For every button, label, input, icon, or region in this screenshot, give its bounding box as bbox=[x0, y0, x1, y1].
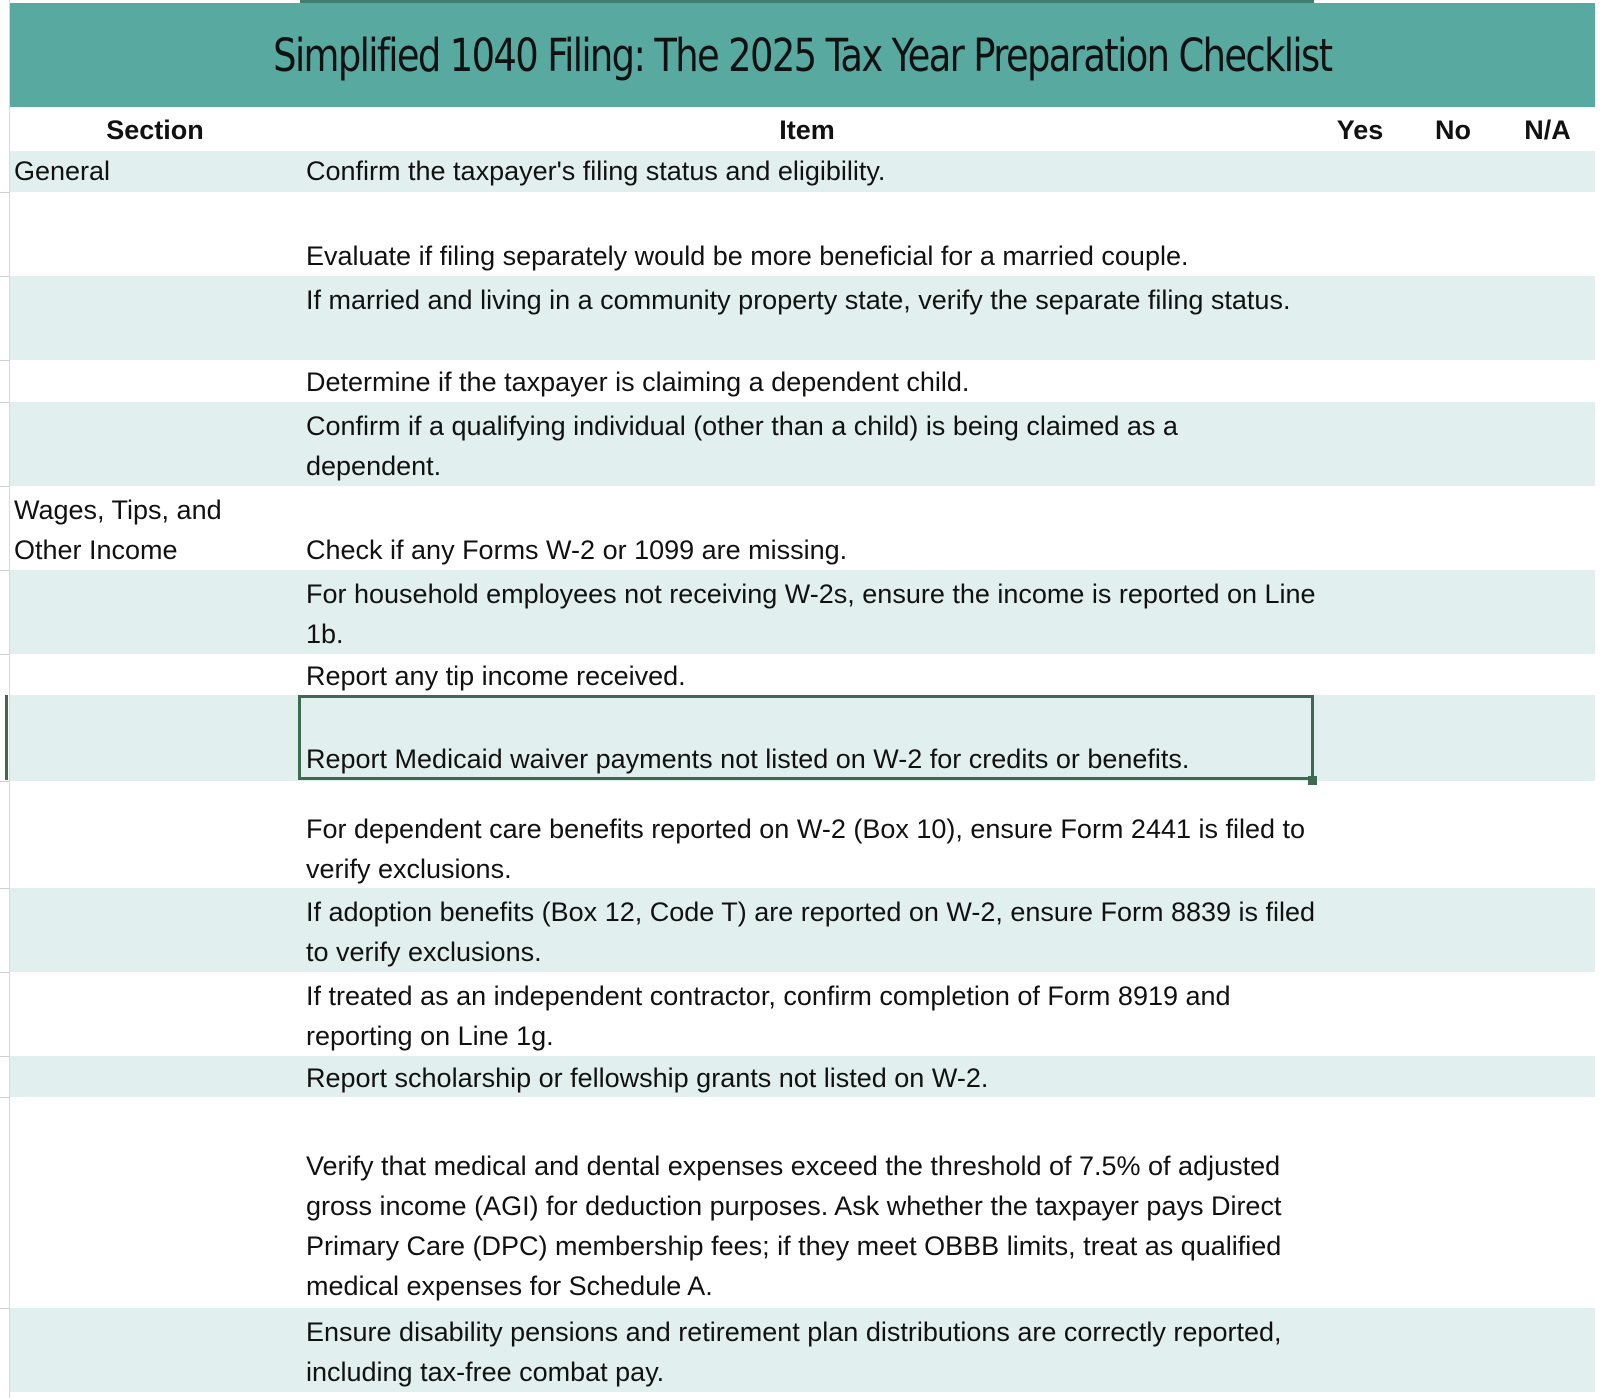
table-row[interactable] bbox=[10, 888, 1595, 972]
table-row[interactable] bbox=[10, 1097, 1595, 1308]
table-row[interactable] bbox=[10, 570, 1595, 654]
table-row[interactable] bbox=[10, 972, 1595, 1056]
item-cell[interactable]: If adoption benefits (Box 12, Code T) are reported on W-2, ensure Form 8839 is filed to verify exclusions. bbox=[306, 897, 1316, 967]
table-row[interactable] bbox=[10, 192, 1595, 276]
item-cell[interactable]: Determine if the taxpayer is claiming a dependent child. bbox=[306, 367, 970, 397]
gutter-tick bbox=[0, 972, 9, 973]
active-row-marker bbox=[5, 695, 8, 780]
item-cell[interactable]: Report scholarship or fellowship grants not listed on W-2. bbox=[306, 1063, 989, 1093]
item-cell-selected[interactable]: Report Medicaid waiver payments not listed on W-2 for credits or benefits. bbox=[306, 744, 1190, 774]
gutter-tick bbox=[0, 276, 9, 277]
table-row[interactable] bbox=[10, 1056, 1595, 1097]
table-row[interactable] bbox=[10, 151, 1595, 192]
fill-handle[interactable] bbox=[1308, 776, 1317, 785]
item-cell[interactable]: Confirm if a qualifying individual (other than a child) is being claimed as a dependent. bbox=[306, 411, 1178, 481]
gutter-tick bbox=[0, 654, 9, 655]
gutter-tick bbox=[0, 570, 9, 571]
item-cell[interactable]: Confirm the taxpayer's filing status and eligibility. bbox=[306, 156, 886, 186]
gutter-tick bbox=[0, 486, 9, 487]
gutter-tick bbox=[0, 1056, 9, 1057]
gutter-tick bbox=[0, 192, 9, 193]
item-cell[interactable]: Verify that medical and dental expenses exceed the threshold of 7.5% of adjusted gross income (AGI) for deduction purposes. Ask whether the taxpayer pays Direct Primary Care (DPC) membership fees; if they meet OBBB limits, treat as qualified medical expenses for Schedule A. bbox=[306, 1151, 1282, 1301]
header-section[interactable]: Section bbox=[106, 115, 204, 145]
gutter-tick bbox=[0, 781, 9, 782]
cell-selection-outline bbox=[298, 695, 1314, 780]
table-row[interactable] bbox=[10, 402, 1595, 486]
item-cell[interactable]: For household employees not receiving W-2s, ensure the income is reported on Line 1b. bbox=[306, 579, 1316, 649]
table-row[interactable] bbox=[10, 276, 1595, 360]
section-cell[interactable]: General bbox=[14, 156, 111, 186]
table-row[interactable] bbox=[10, 781, 1595, 888]
header-item[interactable]: Item bbox=[779, 115, 835, 145]
page-title: Simplified 1040 Filing: The 2025 Tax Year Preparation Checklist bbox=[273, 28, 1332, 82]
table-row[interactable] bbox=[10, 1308, 1595, 1392]
item-cell[interactable]: Evaluate if filing separately would be more beneficial for a married couple. bbox=[306, 241, 1189, 271]
title-cell[interactable] bbox=[10, 3, 1595, 107]
header-yes[interactable]: Yes bbox=[1336, 115, 1384, 145]
table-row[interactable] bbox=[10, 486, 1595, 570]
section-cell[interactable]: Wages, Tips, and Other Income bbox=[14, 495, 222, 565]
table-row[interactable] bbox=[10, 360, 1595, 402]
item-cell[interactable]: Ensure disability pensions and retirement plan distributions are correctly reported, including tax-free combat pay. bbox=[306, 1317, 1282, 1387]
item-cell[interactable]: Check if any Forms W-2 or 1099 are missing. bbox=[306, 535, 848, 565]
item-cell[interactable]: For dependent care benefits reported on W-2 (Box 10), ensure Form 2441 is filed to verify exclusions. bbox=[306, 814, 1306, 884]
header-na[interactable]: N/A bbox=[1524, 115, 1571, 145]
table-row[interactable] bbox=[10, 654, 1595, 695]
gutter-tick bbox=[0, 360, 9, 361]
item-cell[interactable]: If treated as an independent contractor, confirm completion of Form 8919 and reporting on Line 1g. bbox=[306, 981, 1231, 1051]
gutter-tick bbox=[0, 1097, 9, 1098]
header-no[interactable]: No bbox=[1435, 115, 1471, 145]
gutter-tick bbox=[0, 888, 9, 889]
gutter-tick bbox=[0, 402, 9, 403]
item-cell[interactable]: Report any tip income received. bbox=[306, 661, 686, 691]
gutter-tick bbox=[0, 1308, 9, 1309]
item-cell[interactable]: If married and living in a community property state, verify the separate filing status. bbox=[306, 285, 1291, 315]
